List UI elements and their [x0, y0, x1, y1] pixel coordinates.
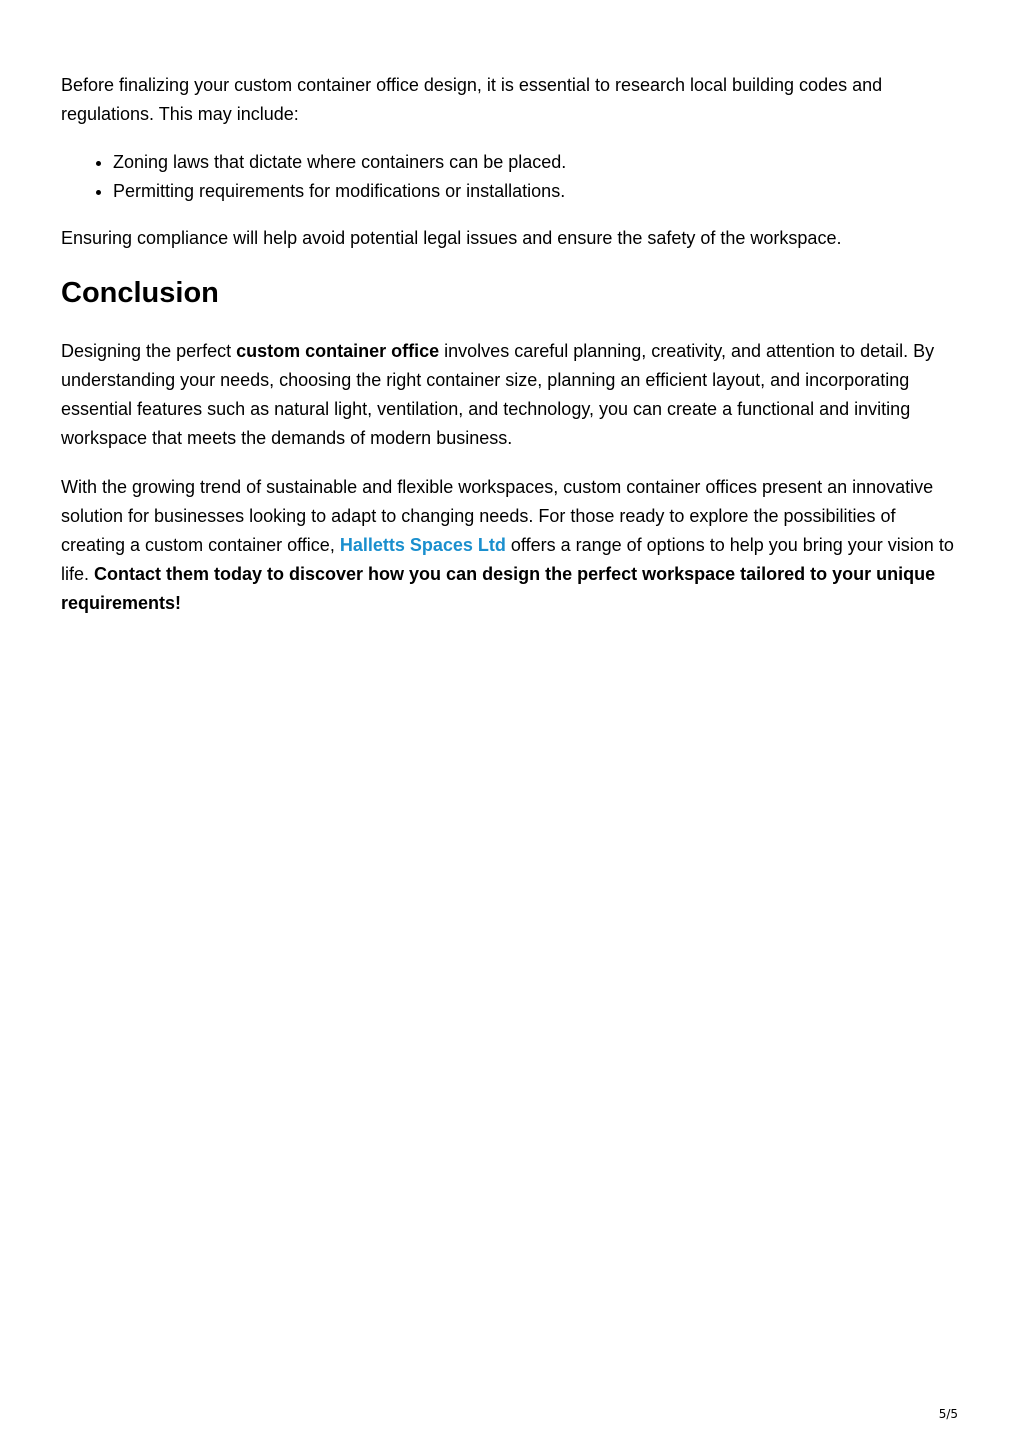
text-segment: Designing the perfect: [61, 341, 237, 361]
page-number: 5/5: [938, 1407, 958, 1421]
call-to-action: Contact them today to discover how you can design the perfect workspace tailored to your unique requirements!: [61, 564, 936, 613]
requirements-list: [61, 148, 961, 206]
bold-phrase: custom container office: [236, 341, 440, 361]
text-segment: offers a range of options to help you bring your vision to life.: [61, 535, 954, 584]
document-body: [61, 71, 961, 618]
compliance-paragraph: Ensuring compliance will help avoid potential legal issues and ensure the safety of the workspace.: [61, 228, 842, 248]
list-item: • Zoning laws that dictate where containers can be placed.: [113, 148, 961, 177]
intro-paragraph: Before finalizing your custom container office design, it is essential to research local building codes and regulations. This may include:: [61, 75, 883, 124]
conclusion-heading: Conclusion: [61, 277, 219, 309]
list-item: • Permitting requirements for modifications or installations.: [113, 177, 961, 206]
text-segment: involves careful planning, creativity, and attention to detail. By understanding your needs, choosing the right container size, planning an efficient layout, and incorporating essential features such as natural light, ventilation, and technology, you can create a functional and inviting workspace that meets the demands of modern business.: [61, 341, 935, 448]
text-segment: With the growing trend of sustainable and flexible workspaces, custom container offices present an innovative solution for businesses looking to adapt to changing needs. For those ready to explore the possibilities of creating a custom container office,: [61, 477, 934, 555]
conclusion-paragraph-1: [61, 337, 961, 453]
company-link[interactable]: Halletts Spaces Ltd: [339, 535, 506, 555]
conclusion-paragraph-2: [61, 473, 961, 618]
